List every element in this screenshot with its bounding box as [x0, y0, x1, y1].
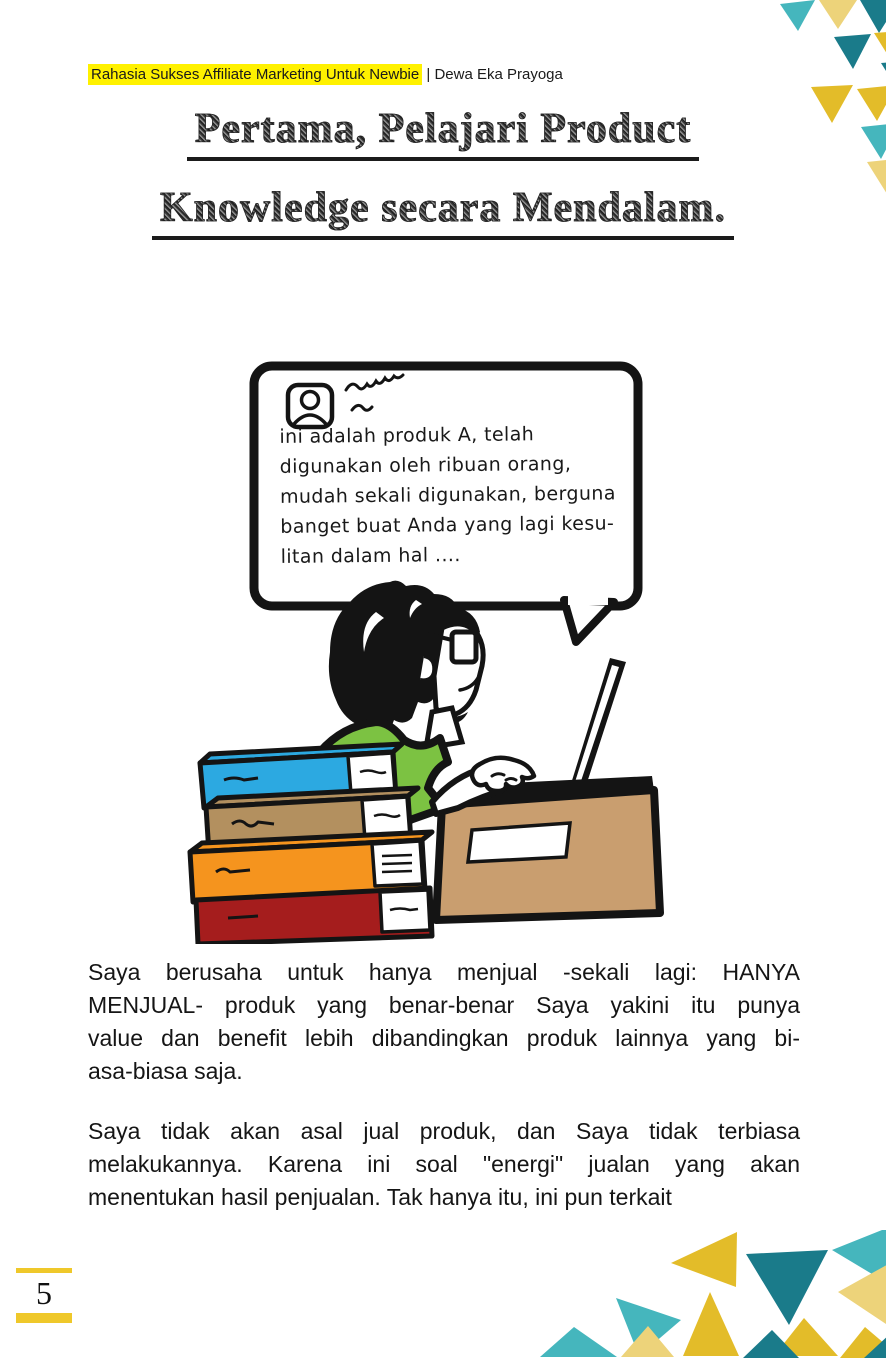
- speech-bubble-line: ini adalah produk A, telah: [279, 423, 535, 448]
- speech-bubble-line: banget buat Anda yang lagi kesu-: [280, 512, 615, 538]
- text-line: melakukannya. Karena ini soal "energi" jualan yang akan: [88, 1151, 800, 1177]
- speech-bubble-line: mudah sekali digunakan, berguna: [279, 482, 616, 508]
- text-line: Saya tidak akan asal jual produk, dan Saya tidak terbiasa: [88, 1118, 800, 1144]
- speech-bubble-line: litan dalam hal ....: [280, 544, 461, 568]
- text-line: asa-biasa saja.: [88, 1058, 243, 1084]
- page-number-block: [16, 1268, 72, 1323]
- book-stack: [190, 744, 432, 944]
- speech-bubble-line: digunakan oleh ribuan orang,: [279, 452, 572, 478]
- chapter-title-line-2: Knowledge secara Mendalam.: [152, 185, 734, 240]
- title-line-gap: [0, 161, 886, 185]
- page-number: 5: [36, 1275, 52, 1311]
- body-paragraph-2: [88, 1115, 800, 1214]
- page-header: [88, 66, 563, 83]
- paper-sheet: [468, 823, 570, 862]
- speech-bubble-text: [279, 418, 649, 572]
- triangle-decoration-top-right: [780, 0, 886, 196]
- header-highlighted-title: Rahasia Sukses Affiliate Marketing Untuk Newbie: [88, 64, 422, 85]
- book-red: [196, 888, 432, 944]
- body-paragraph-1: [88, 956, 800, 1088]
- header-separator: |: [422, 66, 435, 83]
- header-author: Dewa Eka Prayoga: [434, 66, 563, 83]
- cartoon-illustration: [180, 360, 680, 944]
- chapter-title: [0, 106, 886, 240]
- text-line: value dan benefit lebih dibandingkan produk lainnya yang bi-: [88, 1025, 800, 1051]
- page-number-bottom-bar: [16, 1313, 72, 1323]
- text-line: Saya berusaha untuk hanya menjual -sekali lagi: HANYA: [88, 959, 800, 985]
- text-line: MENJUAL- produk yang benar-benar Saya yakini itu punya: [88, 992, 800, 1018]
- chapter-title-line-1: Pertama, Pelajari Product: [187, 106, 700, 161]
- laptop-icon: [570, 658, 626, 792]
- text-line: menentukan hasil penjualan. Tak hanya itu, ini pun terkait: [88, 1184, 672, 1210]
- triangle-decoration-bottom-right: [540, 1230, 886, 1358]
